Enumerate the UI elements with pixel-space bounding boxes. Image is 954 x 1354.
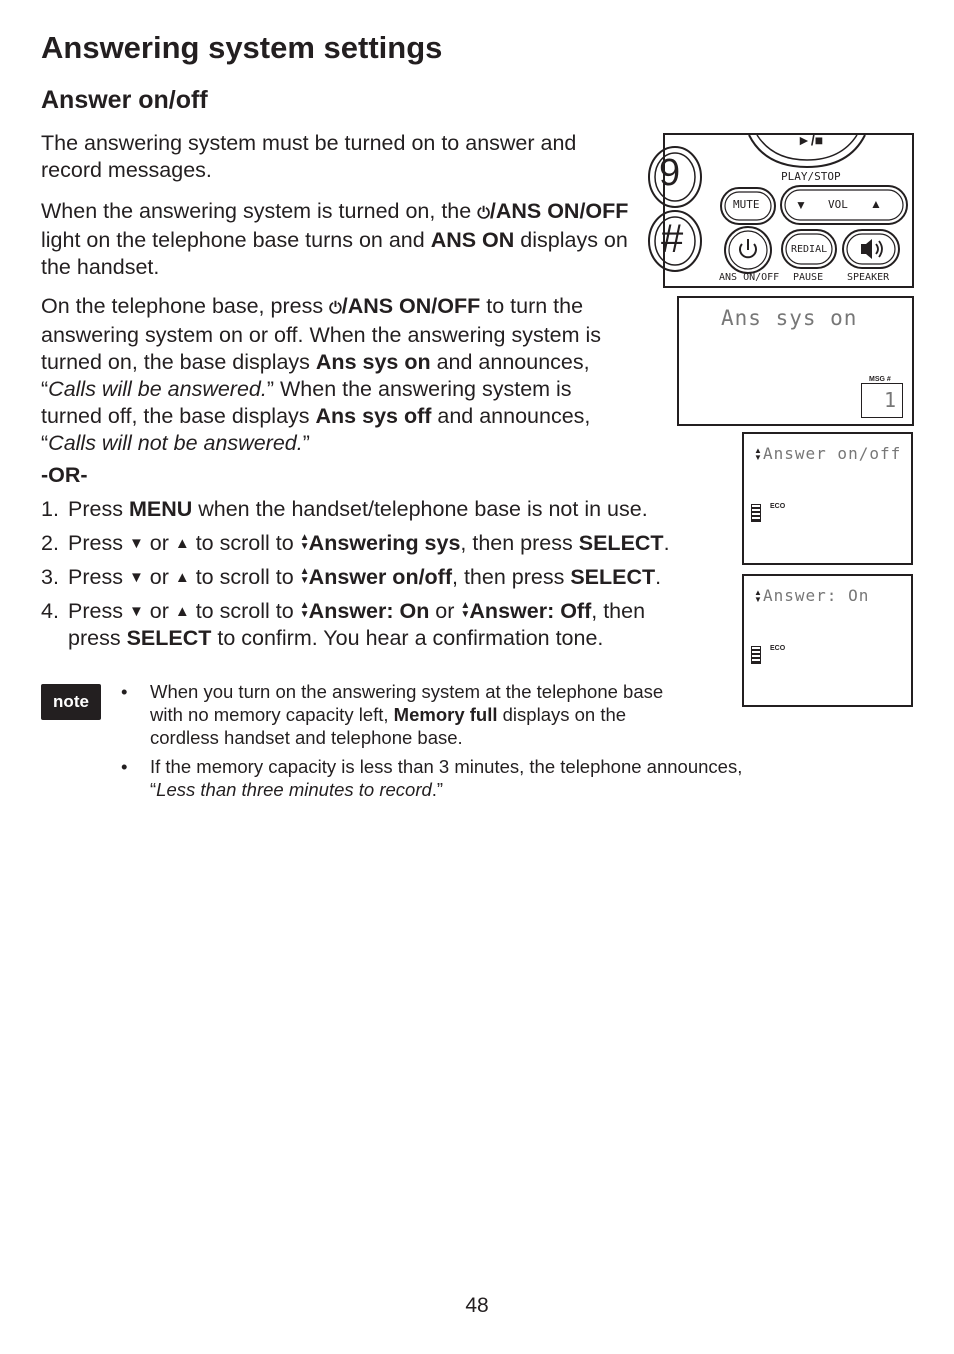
updown-icon: ▲ ▼ [299, 566, 310, 586]
redial-label: REDIAL [791, 244, 828, 255]
note-badge: note [41, 684, 101, 720]
key-hash-label: # [661, 217, 684, 261]
up-arrow-icon: ▲ [174, 535, 190, 552]
msg-count-box [861, 383, 903, 418]
ans-on-paragraph: When the answering system is turned on, the ⏻/ANS ON/OFF light on the telephone base turns on and ANS ON displays on the handset. [41, 199, 629, 279]
intro-paragraph: The answering system must be turned on to answer and record messages. [41, 131, 577, 182]
up-arrow-icon: ▲ [174, 569, 190, 586]
down-arrow-icon: ▼ [128, 603, 144, 620]
updown-icon: ▲ ▼ [299, 600, 310, 620]
phone-base-illustration [659, 132, 914, 288]
vol-label: VOL [828, 198, 848, 211]
down-arrow-icon: ▼ [128, 535, 144, 552]
updown-icon: ▲ ▼ [754, 446, 762, 462]
handset-display-1-text: Answer on/off [763, 444, 902, 463]
key-9-label: 9 [659, 152, 681, 194]
power-icon: ⏻ [477, 205, 490, 222]
handset-display-2 [742, 574, 913, 707]
speaker-wave-1 [876, 244, 878, 254]
speaker-icon [861, 239, 872, 259]
base-press-paragraph: On the telephone base, press ⏻/ANS ON/OFF to turn the answering system on or off. When the answering system is turned on, the base displays Ans sys on and announces, “Calls will be answered.” When the answering system is turned off, the base displays Ans sys off and announces, “Calls will not be answered.” [41, 294, 602, 455]
handset-display-1 [742, 432, 913, 565]
ans-on-off-label: ANS ON/OFF [719, 272, 780, 283]
section-title: Answer on/off [41, 86, 208, 114]
vol-down-icon: ▼ [795, 198, 807, 212]
eco-indicator: ECO [770, 645, 786, 652]
battery-icon [751, 504, 761, 522]
vol-up-icon: ▲ [870, 197, 882, 211]
base-display [677, 296, 914, 426]
battery-icon [751, 646, 761, 664]
page-number: 48 [465, 1294, 489, 1317]
msg-count-label: MSG # [869, 376, 891, 383]
pause-label: PAUSE [793, 272, 824, 283]
msg-count-value: 1 [884, 388, 898, 412]
base-display-text: Ans sys on [721, 306, 858, 330]
handset-display-2-text: Answer: On [763, 586, 870, 605]
or-label: -OR- [41, 463, 88, 487]
mute-label: MUTE [733, 198, 760, 211]
page-title: Answering system settings [41, 30, 443, 65]
power-icon: ⏻ [329, 300, 342, 317]
updown-icon: ▲ ▼ [299, 532, 310, 552]
play-stop-label: PLAY/STOP [781, 170, 841, 183]
updown-icon: ▲ ▼ [754, 588, 762, 604]
speaker-label: SPEAKER [847, 272, 890, 283]
up-arrow-icon: ▲ [174, 603, 190, 620]
speaker-wave-2 [879, 241, 882, 257]
eco-indicator: ECO [770, 503, 786, 510]
updown-icon: ▲ ▼ [460, 600, 471, 620]
play-stop-icon: ►/■ [797, 132, 824, 148]
down-arrow-icon: ▼ [128, 569, 144, 586]
